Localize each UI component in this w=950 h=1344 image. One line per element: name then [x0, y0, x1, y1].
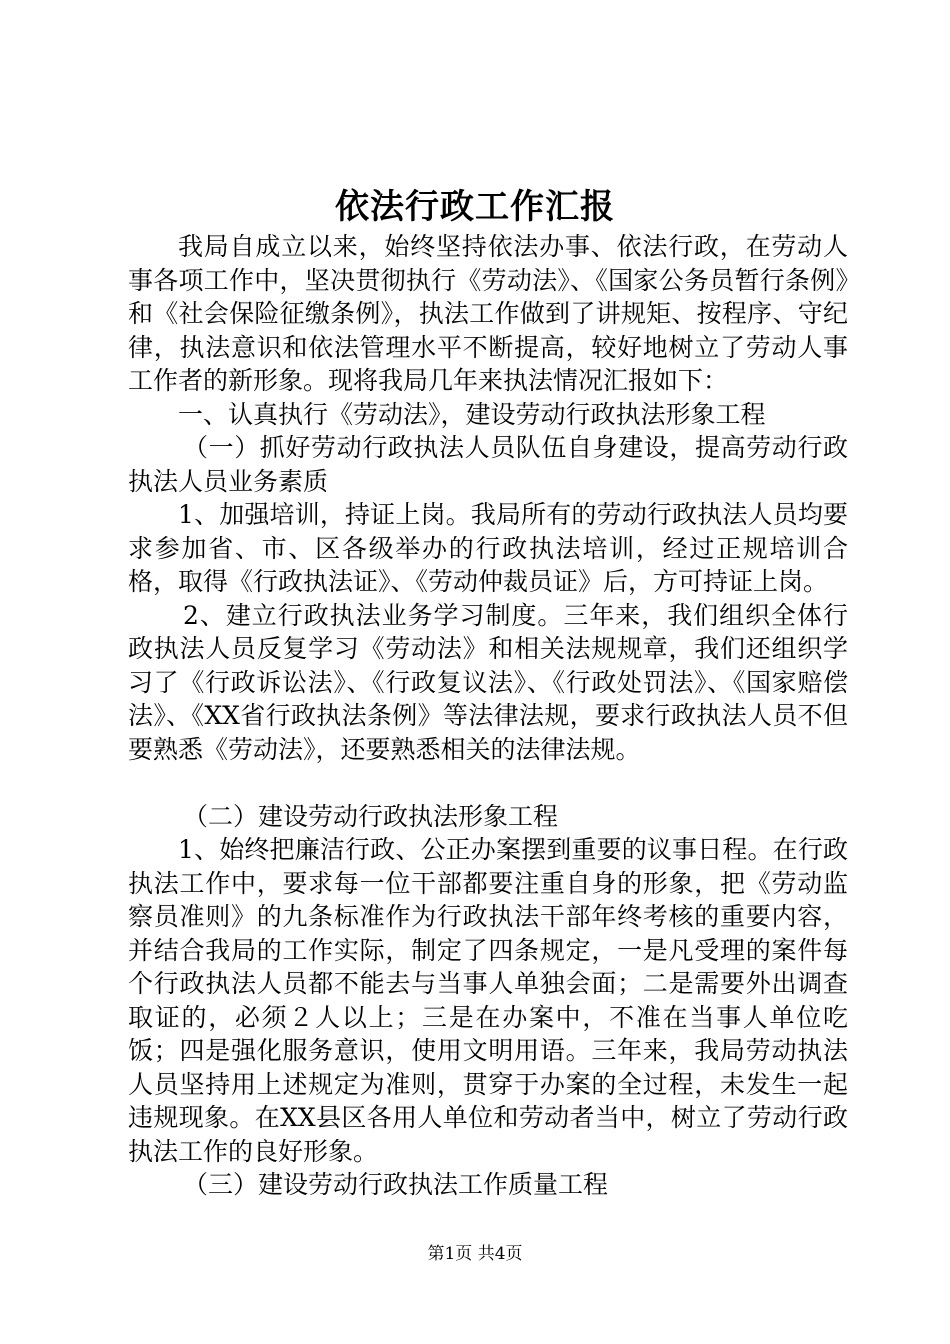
document-body: [128, 230, 848, 1202]
paragraph-item-2: 2、建立行政执法业务学习制度。三年来，我们组织全体行政执法人员反复学习《劳动法》和相关法规规章，我们还组织学习了《行政诉讼法》、《行政复议法》、《行政处罚法》、《国家赔偿法》、《XX省行政执法条例》等法律法规，要求行政执法人员不但要熟悉《劳动法》，还要熟悉相关的法律法规。: [128, 600, 848, 764]
document-title: 依法行政工作汇报: [335, 187, 615, 227]
subsection-heading-1: （一）抓好劳动行政执法人员队伍自身建设，提高劳动行政执法人员业务素质: [128, 433, 848, 496]
subsection-heading-2: （二）建设劳动行政执法形象工程: [183, 801, 559, 831]
subsection-heading-3: （三）建设劳动行政执法工作质量工程: [183, 1170, 609, 1199]
paragraph-item-1: 1、加强培训，持证上岗。我局所有的劳动行政执法人员均要求参加省、市、区各级举办的行政执法培训，经过正规培训合格，取得《行政执法证》、《劳动仲裁员证》后，方可持证上岗。: [128, 500, 848, 596]
page-number-footer: 第1页 共4页: [427, 1244, 523, 1264]
section-heading-1: 一、认真执行《劳动法》，建设劳动行政执法形象工程: [178, 399, 766, 429]
paragraph-item-3: 1、始终把廉洁行政、公正办案摆到重要的议事日程。在行政执法工作中，要求每一位干部都要注重自身的形象，把《劳动监察员准则》的九条标准作为行政执法干部年终考核的重要内容，并结合我局的工作实际，制定了四条规定，一是凡受理的案件每个行政执法人员都不能去与当事人单独会面；二是需要外出调查取证的，必须２人以上；三是在办案中，不准在当事人单位吃饭；四是强化服务意识，使用文明用语。三年来，我局劳动执法人员坚持用上述规定为准则，贯穿于办案的全过程，未发生一起违规现象。在XX县区各用人单位和劳动者当中，树立了劳动行政执法工作的良好形象。: [128, 835, 848, 1166]
paragraph-intro: 我局自成立以来，始终坚持依法办事、依法行政，在劳动人事各项工作中，坚决贯彻执行《劳动法》、《国家公务员暂行条例》和《社会保险征缴条例》，执法工作做到了讲规矩、按程序、守纪律，执法意识和依法管理水平不断提高，较好地树立了劳动人事工作者的新形象。现将我局几年来执法情况汇报如下：: [128, 232, 848, 395]
